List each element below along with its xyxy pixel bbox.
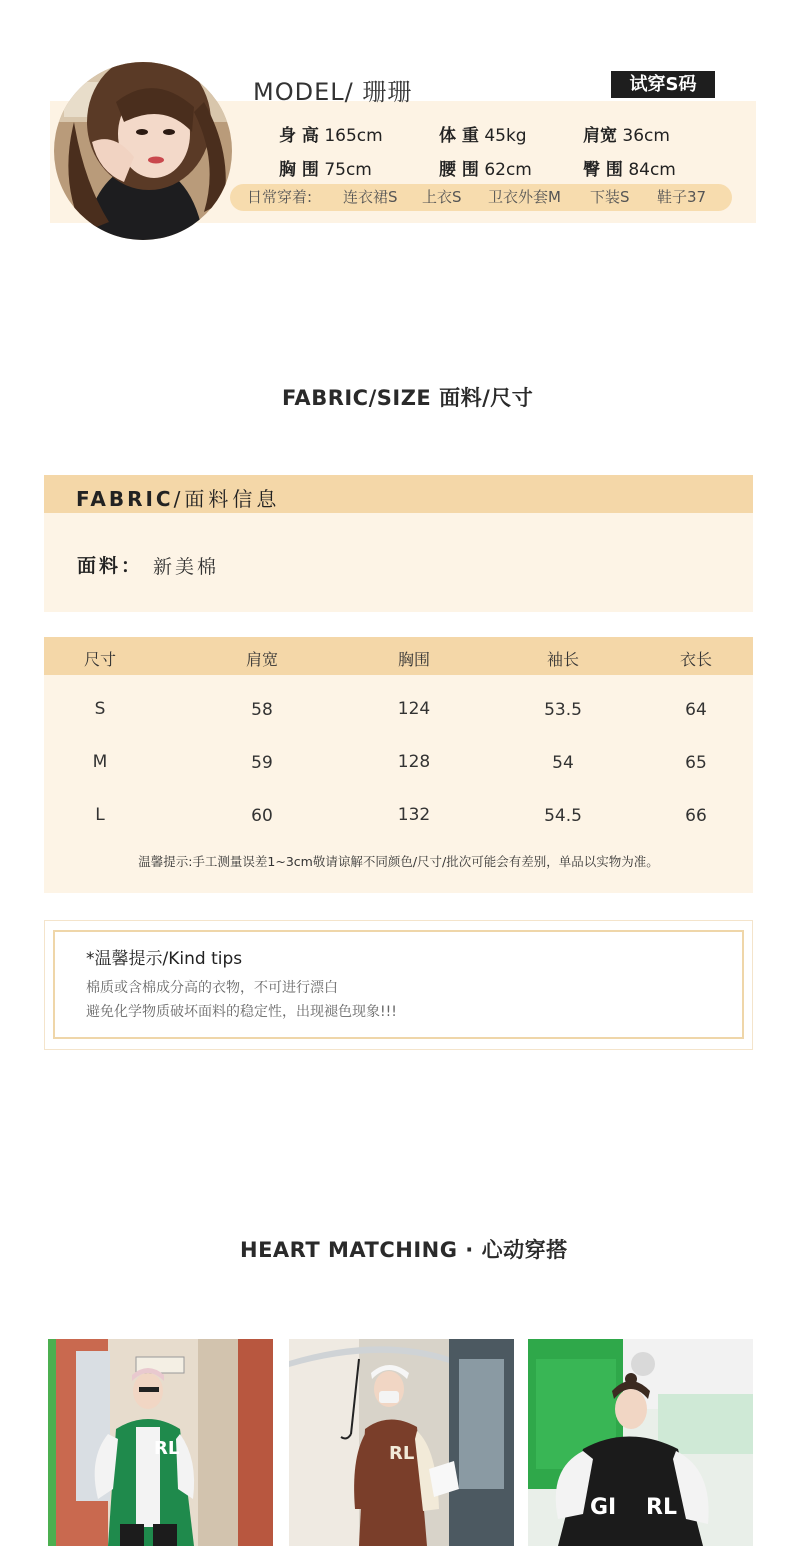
measure-waist: 腰 围 62cm — [439, 160, 532, 180]
table-cell: S — [94, 699, 106, 719]
header-shoulder: 肩宽 — [245, 650, 278, 669]
fabric-value: 新美棉 — [153, 556, 220, 578]
outfit-photo-black-jacket — [528, 1339, 753, 1546]
measure-bust: 胸 围 75cm — [279, 160, 372, 180]
table-cell: 58 — [251, 700, 273, 720]
table-cell: 128 — [397, 752, 431, 772]
header-size: 尺寸 — [83, 650, 116, 669]
fabric-info-panel — [44, 513, 753, 612]
heart-matching-title: HEART MATCHING · 心动穿搭 — [240, 1234, 568, 1264]
table-cell: 59 — [251, 753, 273, 773]
svg-text:RL: RL — [389, 1443, 415, 1464]
daily-wear-pill — [230, 184, 732, 211]
table-cell: 60 — [251, 806, 273, 826]
header-bust: 胸围 — [397, 650, 430, 669]
table-cell: 53.5 — [544, 700, 582, 720]
table-cell: L — [95, 805, 105, 825]
fabric-size-title: FABRIC/SIZE 面料/尺寸 — [282, 382, 533, 412]
model-avatar — [54, 62, 232, 240]
table-cell: 65 — [685, 753, 707, 773]
svg-text:GI: GI — [590, 1495, 617, 1520]
table-cell: 132 — [397, 805, 431, 825]
header-length: 衣长 — [679, 650, 712, 669]
svg-text:RL: RL — [646, 1495, 677, 1520]
daily-wear-item: 鞋子37 — [657, 188, 707, 206]
measure-hip: 臀 围 84cm — [583, 160, 676, 180]
table-cell: 124 — [397, 699, 431, 719]
outfit-photo-brown-jacket — [289, 1339, 514, 1546]
daily-wear-item: 卫衣外套M — [488, 188, 561, 206]
fabric-label: 面料： — [77, 555, 144, 577]
measure-height: 身 高 165cm — [279, 126, 383, 146]
daily-wear-item: 连衣裙S — [343, 188, 398, 206]
fabric-heading-bar — [44, 475, 753, 513]
tips-line: 避免化学物质破坏面料的稳定性，出现褪色现象!!! — [86, 1004, 397, 1020]
size-table-header — [44, 637, 753, 675]
model-name: MODEL/ 珊珊 — [253, 78, 413, 106]
daily-wear-item: 上衣S — [422, 188, 462, 206]
measure-weight: 体 重 45kg — [439, 126, 527, 146]
table-cell: 66 — [685, 806, 707, 826]
table-cell: M — [92, 752, 108, 772]
table-cell: 54.5 — [544, 806, 582, 826]
table-cell: 64 — [685, 700, 707, 720]
daily-wear-item: 下装S — [590, 188, 630, 206]
size-table-body — [44, 675, 753, 893]
measure-shoulder: 肩宽 36cm — [583, 126, 670, 146]
svg-text:RL: RL — [154, 1438, 180, 1459]
tips-line: 棉质或含棉成分高的衣物，不可进行漂白 — [86, 980, 338, 996]
trial-size-tag: 试穿S码 — [611, 71, 715, 98]
daily-wear-label: 日常穿着: — [247, 188, 313, 206]
fabric-heading: FABRIC/面料信息 — [76, 487, 281, 511]
header-sleeve: 袖长 — [546, 650, 579, 669]
tips-title: *温馨提示/Kind tips — [86, 949, 243, 969]
table-cell: 54 — [552, 753, 574, 773]
outfit-photo-green-jacket — [48, 1339, 273, 1546]
size-measurement-note: 温馨提示:手工测量误差1~3cm敬请谅解不同颜色/尺寸/批次可能会有差别，单品以实物为准。 — [138, 854, 659, 869]
